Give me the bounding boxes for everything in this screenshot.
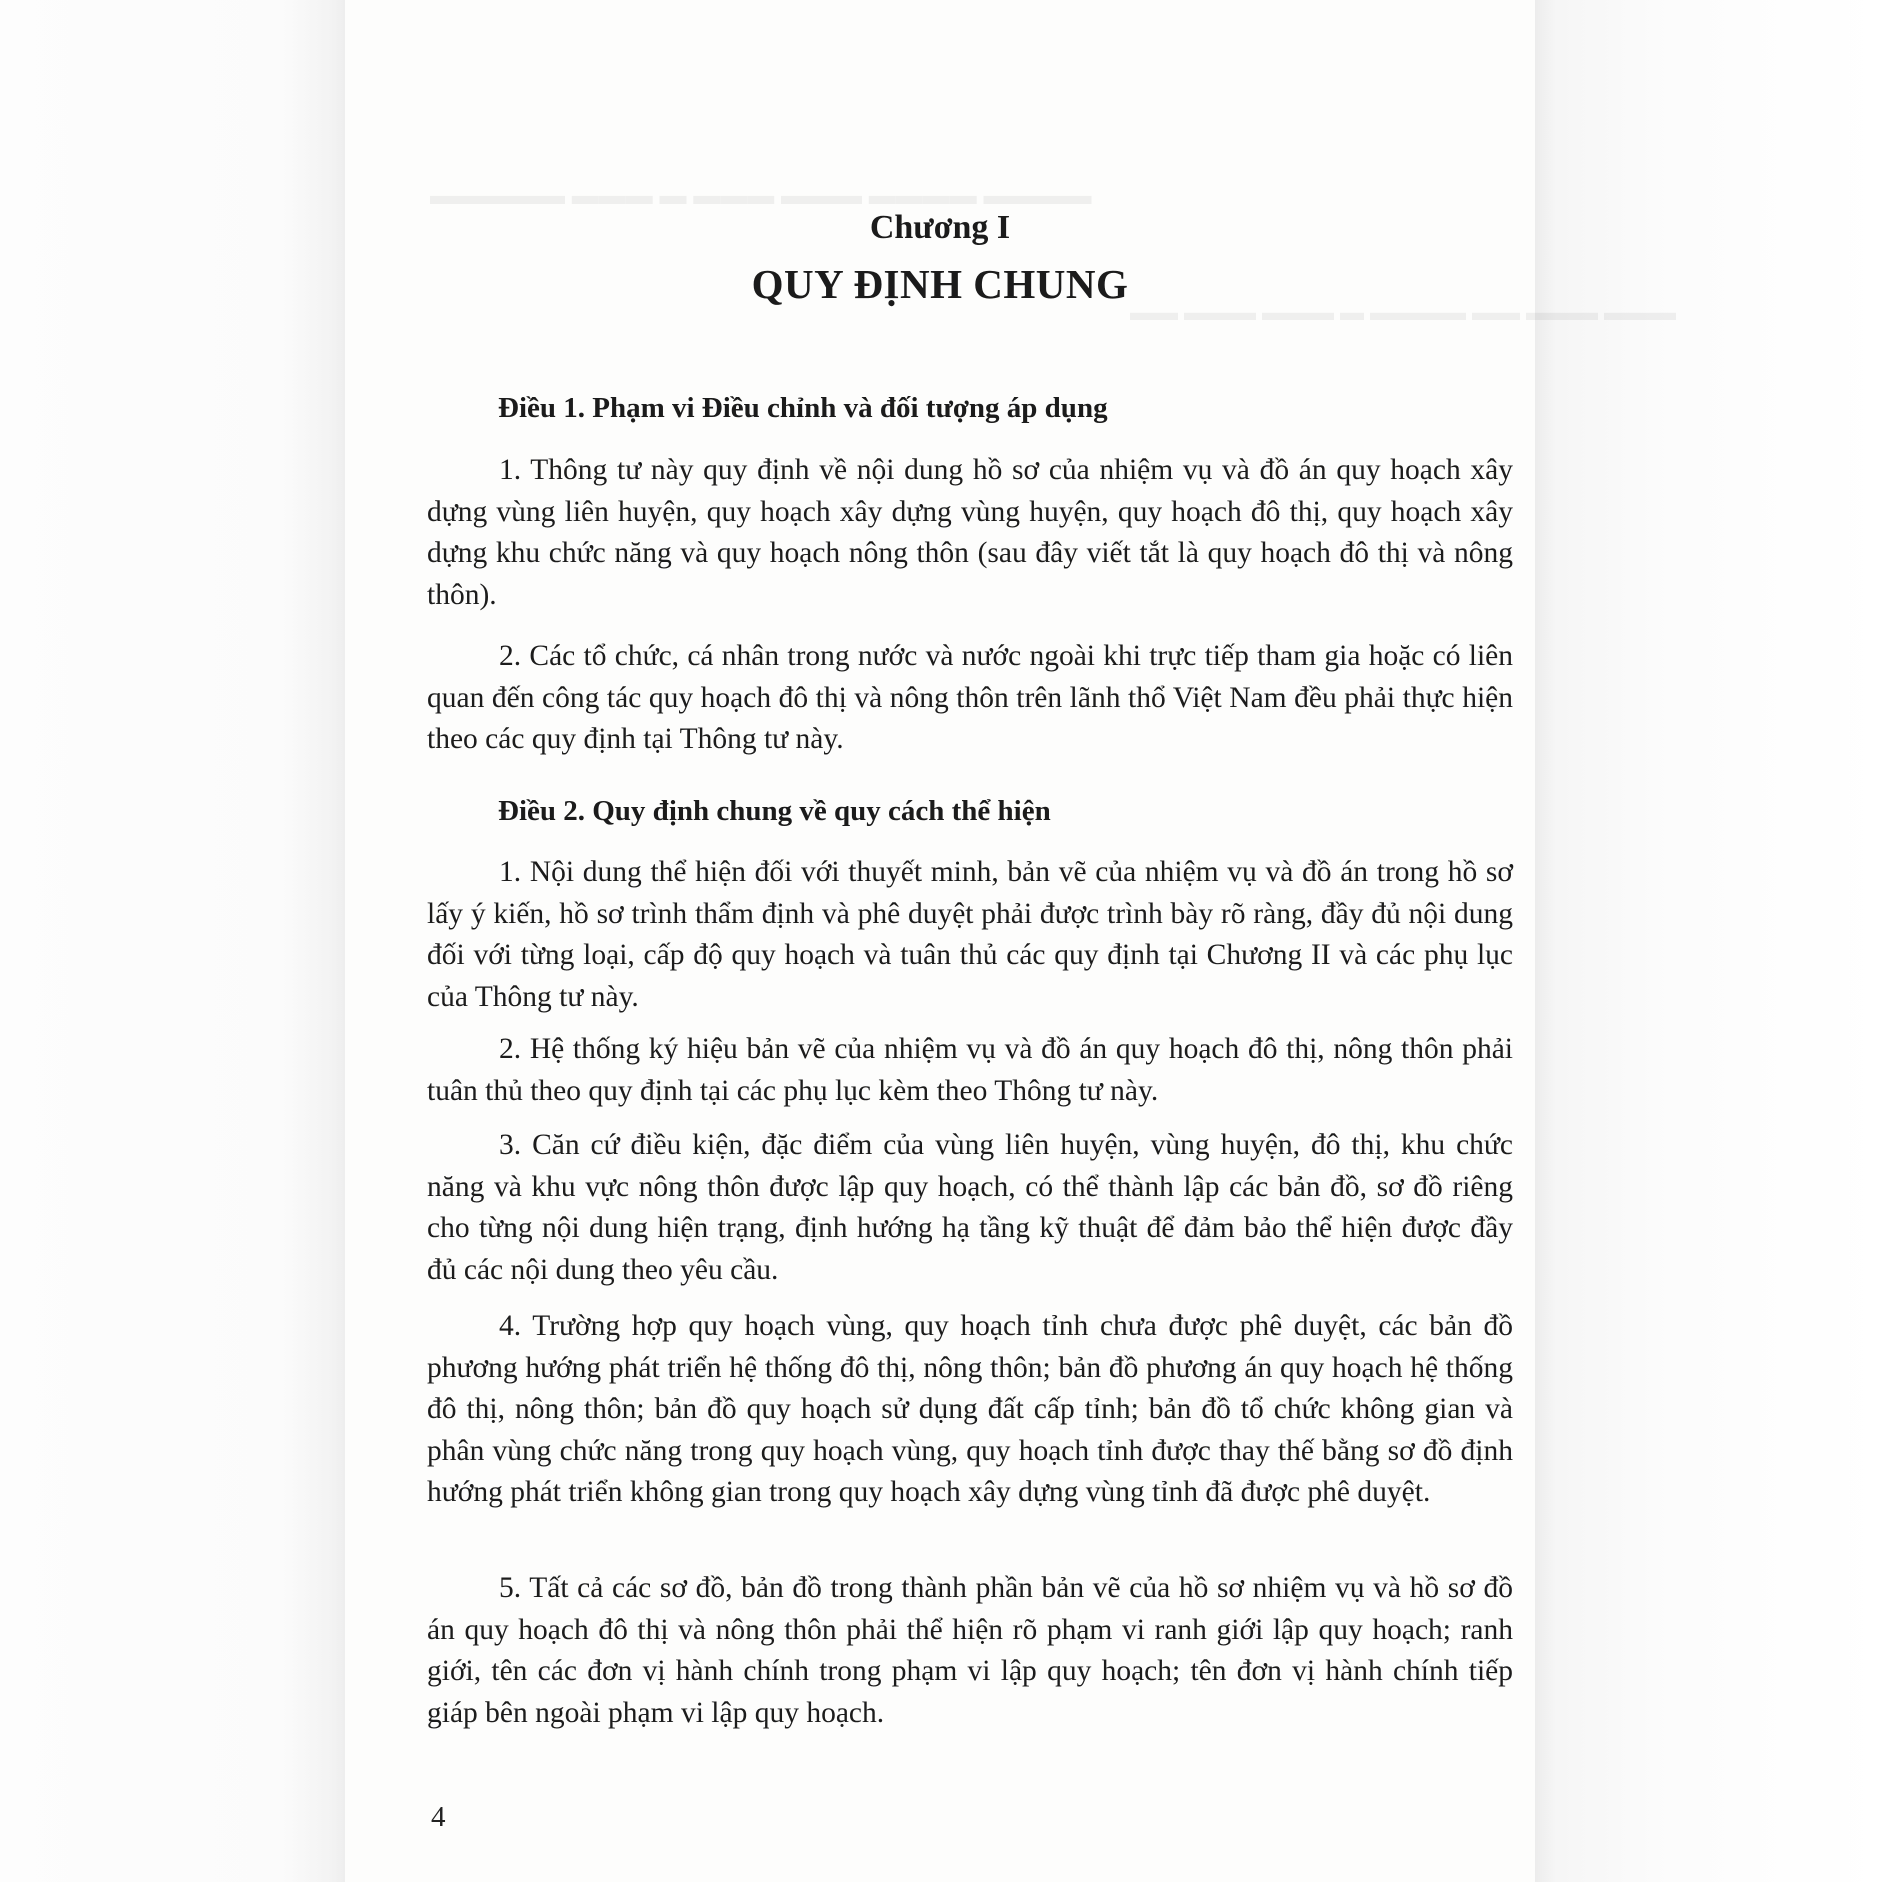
article-2-paragraph-5: 5. Tất cả các sơ đồ, bản đồ trong thành phần bản vẽ của hồ sơ nhiệm vụ và hồ sơ đồ án quy hoạch đô thị và nông thôn phải thể hiện rõ phạm vi ranh giới lập quy hoạch; ranh giới, tên các đơn vị hành chính trong phạm vi lập quy hoạch; tên đơn vị hành chính tiếp giáp bên ngoài phạm vi lập quy hoạch.	[427, 1572, 1513, 1729]
article-2-paragraph-4: 4. Trường hợp quy hoạch vùng, quy hoạch tỉnh chưa được phê duyệt, các bản đồ phương hướng phát triển hệ thống đô thị, nông thôn; bản đồ phương án quy hoạch hệ thống đô thị, nông thôn; bản đồ quy hoạch sử dụng đất cấp tỉnh; bản đồ tổ chức không gian và phân vùng chức năng trong quy hoạch vùng, quy hoạch tỉnh được thay thế bằng sơ đồ định hướng phát triển không gian trong quy hoạch xây dựng vùng tỉnh đã được phê duyệt.	[427, 1310, 1513, 1508]
article-1-paragraph-2: 2. Các tổ chức, cá nhân trong nước và nước ngoài khi trực tiếp tham gia hoặc có liên quan đến công tác quy hoạch đô thị và nông thôn trên lãnh thổ Việt Nam đều phải thực hiện theo các quy định tại Thông tư này.	[427, 640, 1513, 755]
article-2-paragraph-2: 2. Hệ thống ký hiệu bản vẽ của nhiệm vụ và đồ án quy hoạch đô thị, nông thôn phải tuân thủ theo quy định tại các phụ lục kèm theo Thông tư này.	[427, 1033, 1513, 1107]
article-2-paragraph-1: 1. Nội dung thể hiện đối với thuyết minh, bản vẽ của nhiệm vụ và đồ án trong hồ sơ lấy ý kiến, hồ sơ trình thẩm định và phê duyệt phải được trình bày rõ ràng, đầy đủ nội dung đối với từng loại, cấp độ quy hoạch và tuân thủ các quy định tại Chương II và các phụ lục của Thông tư này.	[427, 856, 1513, 1013]
article-2-heading: Điều 2. Quy định chung về quy cách thể hiện	[498, 795, 1051, 827]
scan-margin-left	[0, 0, 345, 1882]
page-number: 4	[431, 1801, 446, 1833]
article-1-paragraph-1: 1. Thông tư này quy định về nội dung hồ sơ của nhiệm vụ và đồ án quy hoạch xây dựng vùng liên huyện, quy hoạch xây dựng vùng huyện, quy hoạch đô thị, quy hoạch xây dựng khu chức năng và quy hoạch nông thôn (sau đây viết tắt là quy hoạch đô thị và nông thôn).	[427, 454, 1513, 611]
chapter-title: QUY ĐỊNH CHUNG	[751, 261, 1129, 307]
article-1-heading: Điều 1. Phạm vi Điều chỉnh và đối tượng áp dụng	[498, 392, 1108, 424]
scan-margin-right	[1535, 0, 1882, 1882]
chapter-label: Chương I	[869, 209, 1011, 246]
article-2-paragraph-3: 3. Căn cứ điều kiện, đặc điểm của vùng liên huyện, vùng huyện, đô thị, khu chức năng và khu vực nông thôn được lập quy hoạch, có thể thành lập các bản đồ, sơ đồ riêng cho từng nội dung hiện trạng, định hướng hạ tầng kỹ thuật để đảm bảo thể hiện được đầy đủ các nội dung theo yêu cầu.	[427, 1129, 1513, 1286]
